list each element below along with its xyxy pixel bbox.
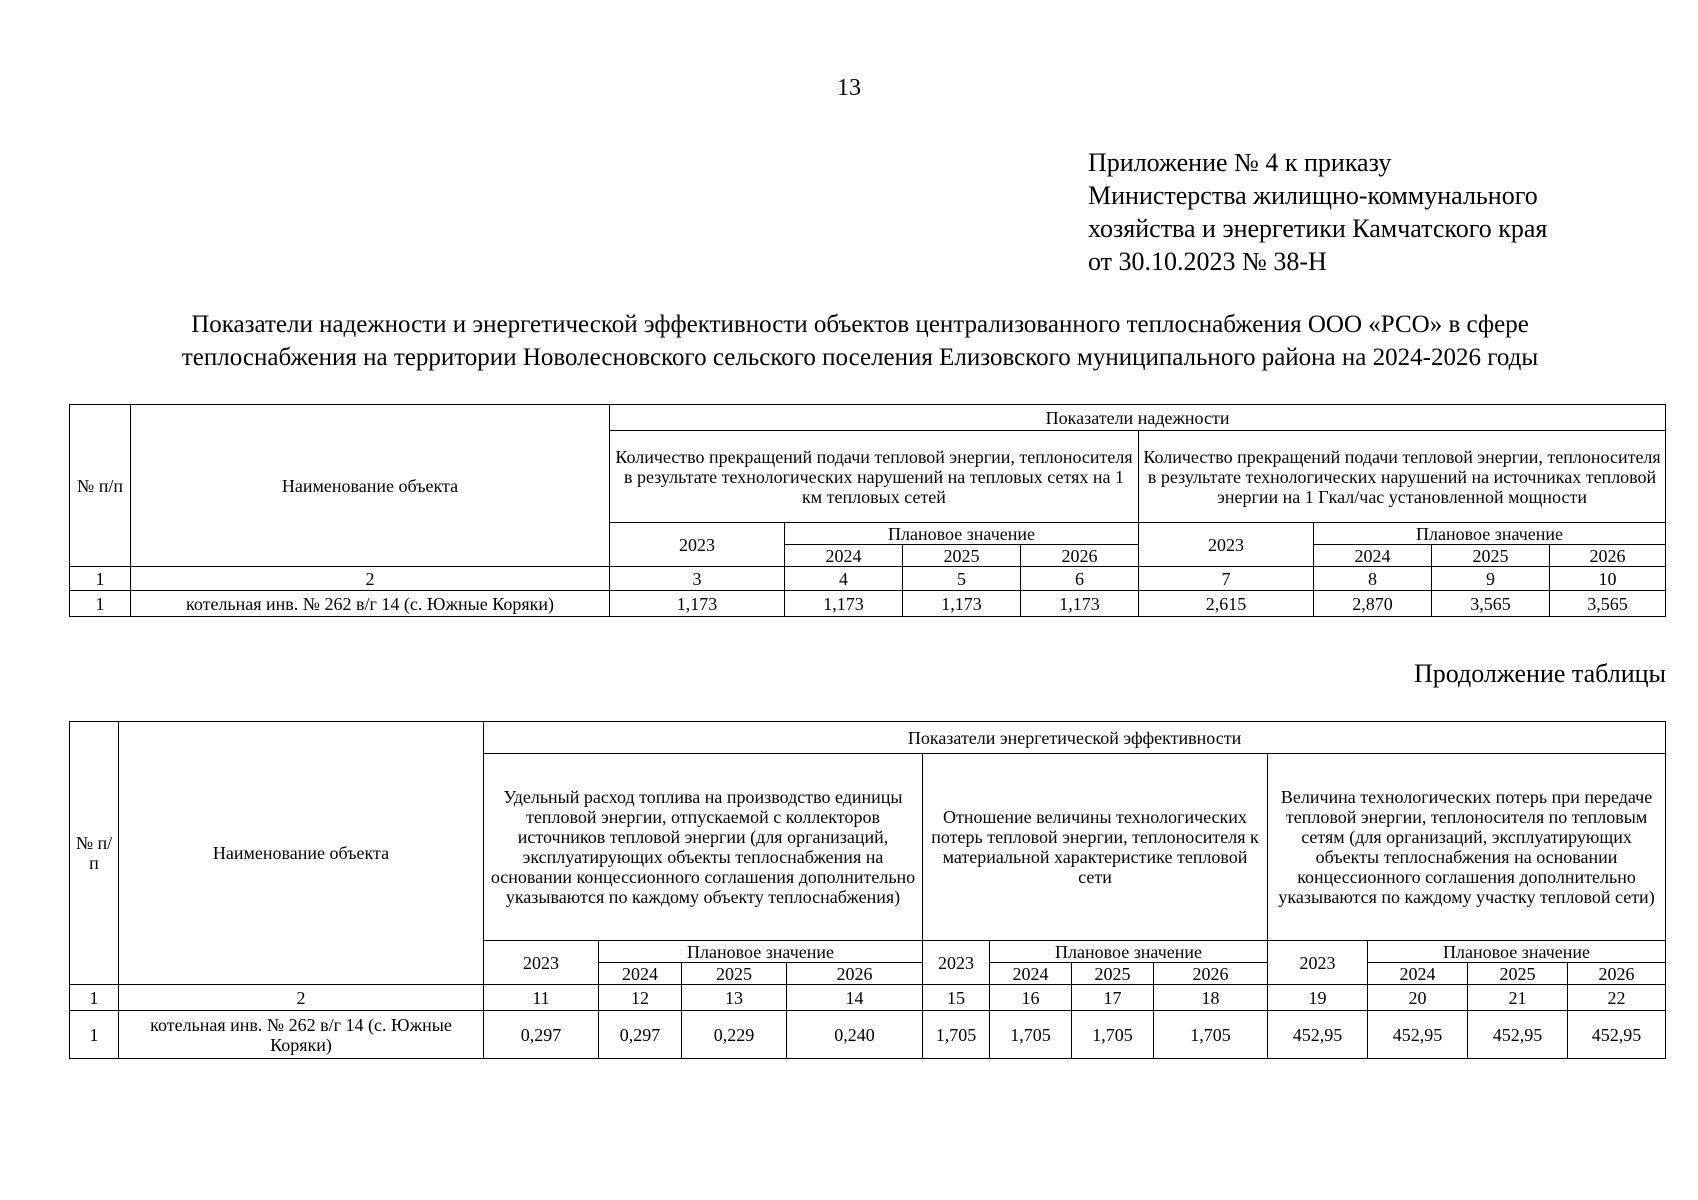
appendix-line: Министерства жилищно-коммунального bbox=[1088, 181, 1538, 210]
column-number: 9 bbox=[1432, 567, 1550, 591]
column-number: 2 bbox=[131, 567, 610, 591]
year-header: 2025 bbox=[682, 963, 787, 985]
value-cell: 3,565 bbox=[1432, 591, 1550, 617]
column-number: 18 bbox=[1154, 985, 1268, 1011]
planned-value-header: Плановое значение bbox=[599, 941, 923, 963]
indicator-header-loss-ratio: Отношение величины технологических потерь тепловой энергии, теплоносителя к материальной характеристике тепловой сети bbox=[923, 754, 1268, 941]
table-row bbox=[70, 1011, 1666, 1059]
column-number-row bbox=[70, 567, 1666, 591]
year-header: 2026 bbox=[1021, 545, 1139, 567]
year-header: 2025 bbox=[1468, 963, 1568, 985]
row-number: 1 bbox=[70, 1011, 119, 1059]
year-header: 2024 bbox=[1314, 545, 1432, 567]
value-cell: 452,95 bbox=[1568, 1011, 1666, 1059]
column-number: 11 bbox=[484, 985, 599, 1011]
indicator-header-fuel-consumption: Удельный расход топлива на производство единицы тепловой энергии, отпускаемой с коллекторов источников тепловой энергии (для организаций, эксплуатирующих объекты теплоснабжения на основании концессионного соглашения дополнительно указываются по каждому объекту теплоснабжения) bbox=[484, 754, 923, 941]
column-number: 10 bbox=[1550, 567, 1666, 591]
column-number: 16 bbox=[990, 985, 1072, 1011]
column-number: 2 bbox=[119, 985, 484, 1011]
year-header: 2025 bbox=[1432, 545, 1550, 567]
year-header: 2024 bbox=[990, 963, 1072, 985]
table-continuation-label: Продолжение таблицы bbox=[1414, 659, 1666, 688]
value-cell: 1,173 bbox=[610, 591, 785, 617]
title-line: теплоснабжения на территории Новолесновского сельского поселения Елизовского муниципального района на 2024-2026 годы bbox=[181, 344, 1539, 371]
year-header: 2025 bbox=[1072, 963, 1154, 985]
value-cell: 0,229 bbox=[682, 1011, 787, 1059]
document-title bbox=[80, 308, 1640, 374]
value-cell: 1,705 bbox=[990, 1011, 1072, 1059]
value-cell: 2,870 bbox=[1314, 591, 1432, 617]
column-number: 1 bbox=[70, 567, 131, 591]
column-number: 15 bbox=[923, 985, 990, 1011]
planned-value-header: Плановое значение bbox=[785, 523, 1139, 545]
indicator-header-technological-losses: Величина технологических потерь при передаче тепловой энергии, теплоносителя по тепловым сетям (для организаций, эксплуатирующих объекты теплоснабжения на основании концессионного соглашения дополнительно указываются по каждому участку тепловой сети) bbox=[1268, 754, 1666, 941]
year-header: 2025 bbox=[903, 545, 1021, 567]
value-cell: 1,173 bbox=[1021, 591, 1139, 617]
column-number: 20 bbox=[1368, 985, 1468, 1011]
column-number: 13 bbox=[682, 985, 787, 1011]
value-cell: 2,615 bbox=[1139, 591, 1314, 617]
column-number: 3 bbox=[610, 567, 785, 591]
column-number: 19 bbox=[1268, 985, 1368, 1011]
col-header-name: Наименование объекта bbox=[131, 405, 610, 567]
value-cell: 1,705 bbox=[1154, 1011, 1268, 1059]
group-header-reliability: Показатели надежности bbox=[610, 405, 1666, 431]
indicator-header-source-interruptions: Количество прекращений подачи тепловой энергии, теплоносителя в результате технологических нарушений на источниках тепловой энергии на 1 Гкал/час установленной мощности bbox=[1139, 431, 1666, 523]
value-cell: 0,297 bbox=[484, 1011, 599, 1059]
column-number: 14 bbox=[787, 985, 923, 1011]
value-cell: 1,173 bbox=[785, 591, 903, 617]
year-header-base: 2023 bbox=[1139, 523, 1314, 567]
energy-efficiency-table bbox=[69, 721, 1666, 1059]
value-cell: 452,95 bbox=[1268, 1011, 1368, 1059]
value-cell: 0,240 bbox=[787, 1011, 923, 1059]
planned-value-header: Плановое значение bbox=[990, 941, 1268, 963]
column-number: 17 bbox=[1072, 985, 1154, 1011]
page-number: 13 bbox=[837, 75, 861, 101]
reliability-table bbox=[69, 404, 1666, 617]
year-header: 2024 bbox=[1368, 963, 1468, 985]
column-number: 1 bbox=[70, 985, 119, 1011]
column-number-row bbox=[70, 985, 1666, 1011]
appendix-reference bbox=[1088, 146, 1648, 278]
table-row bbox=[70, 591, 1666, 617]
appendix-line: хозяйства и энергетики Камчатского края bbox=[1088, 214, 1548, 243]
year-header: 2024 bbox=[599, 963, 682, 985]
year-header-base: 2023 bbox=[484, 941, 599, 985]
appendix-line: Приложение № 4 к приказу bbox=[1088, 148, 1392, 177]
column-number: 5 bbox=[903, 567, 1021, 591]
value-cell: 1,705 bbox=[1072, 1011, 1154, 1059]
value-cell: 452,95 bbox=[1468, 1011, 1568, 1059]
object-name: котельная инв. № 262 в/г 14 (с. Южные Коряки) bbox=[119, 1011, 484, 1059]
year-header: 2026 bbox=[787, 963, 923, 985]
title-line: Показатели надежности и энергетической эффективности объектов централизованного теплоснабжения ООО «РСО» в сфере bbox=[191, 311, 1529, 338]
year-header: 2026 bbox=[1550, 545, 1666, 567]
col-header-num: № п/п bbox=[70, 722, 119, 985]
column-number: 8 bbox=[1314, 567, 1432, 591]
group-header-energy-efficiency: Показатели энергетической эффективности bbox=[484, 722, 1666, 754]
column-number: 21 bbox=[1468, 985, 1568, 1011]
column-number: 22 bbox=[1568, 985, 1666, 1011]
column-number: 7 bbox=[1139, 567, 1314, 591]
value-cell: 0,297 bbox=[599, 1011, 682, 1059]
value-cell: 3,565 bbox=[1550, 591, 1666, 617]
column-number: 6 bbox=[1021, 567, 1139, 591]
planned-value-header: Плановое значение bbox=[1314, 523, 1666, 545]
column-number: 12 bbox=[599, 985, 682, 1011]
col-header-name: Наименование объекта bbox=[119, 722, 484, 985]
value-cell: 452,95 bbox=[1368, 1011, 1468, 1059]
object-name: котельная инв. № 262 в/г 14 (с. Южные Коряки) bbox=[131, 591, 610, 617]
value-cell: 1,173 bbox=[903, 591, 1021, 617]
column-number: 4 bbox=[785, 567, 903, 591]
year-header: 2026 bbox=[1568, 963, 1666, 985]
planned-value-header: Плановое значение bbox=[1368, 941, 1666, 963]
indicator-header-network-interruptions: Количество прекращений подачи тепловой энергии, теплоносителя в результате технологических нарушений на тепловых сетях на 1 км тепловых сетей bbox=[610, 431, 1139, 523]
year-header: 2024 bbox=[785, 545, 903, 567]
appendix-line: от 30.10.2023 № 38-Н bbox=[1088, 247, 1327, 276]
row-number: 1 bbox=[70, 591, 131, 617]
year-header-base: 2023 bbox=[1268, 941, 1368, 985]
year-header-base: 2023 bbox=[610, 523, 785, 567]
col-header-num: № п/п bbox=[70, 405, 131, 567]
year-header-base: 2023 bbox=[923, 941, 990, 985]
value-cell: 1,705 bbox=[923, 1011, 990, 1059]
year-header: 2026 bbox=[1154, 963, 1268, 985]
